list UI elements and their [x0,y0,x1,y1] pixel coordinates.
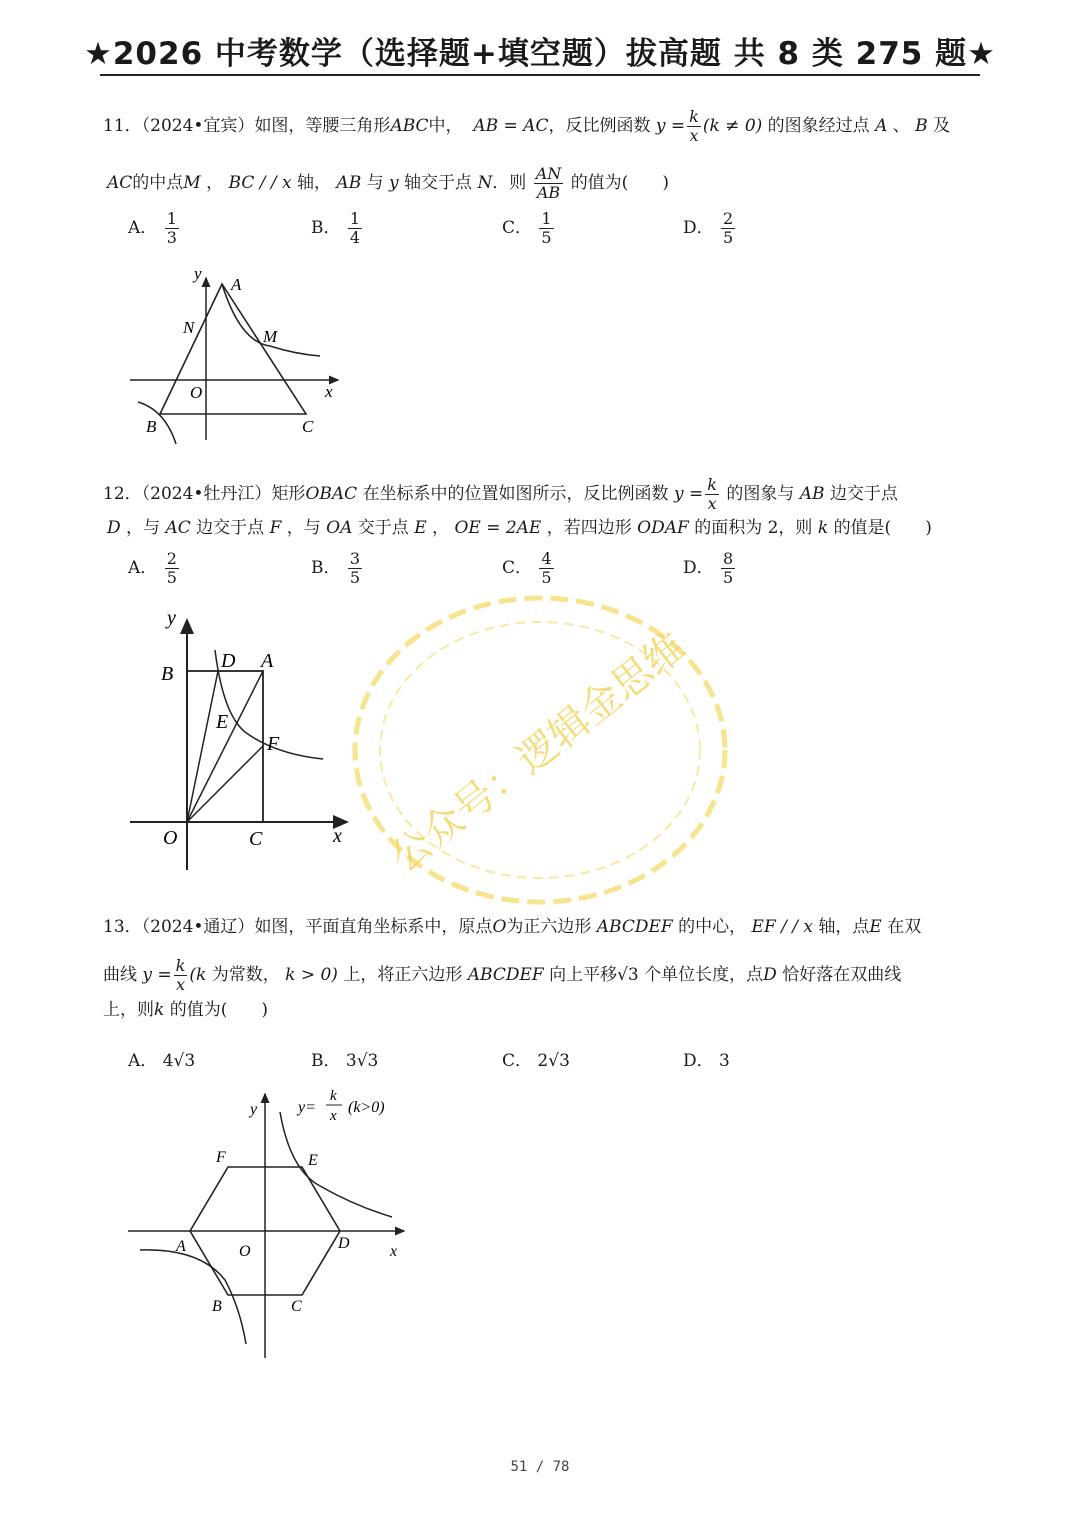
q12-option-a[interactable]: A． $\frac{2}{5}$ [128,549,177,587]
q13-curve-left [140,1250,246,1344]
q12-line-oa [187,671,263,822]
q12-line2: D ，与 AC 边交于点 F ，与 OA 交于点 E ， OE = 2AE ，若四边形 ODAF 的面积为 2，则 k 的值是( ) [107,518,932,538]
q13-curve-label-k: k [330,1088,337,1104]
q12-label-c: C [249,828,263,850]
q13-label-e: E [308,1152,318,1169]
q13-curve-right [280,1112,392,1217]
q13-line1: 13．（2024•通辽）如图，平面直角坐标系中，原点O为正六边形 ABCDEF 的中心， EF / / x 轴，点E 在双 [103,917,922,937]
q11-triangle [160,284,306,414]
q12-label-a: A [261,650,274,672]
q13-label-f: F [216,1149,226,1166]
q13-curve-label-y: y= [298,1099,316,1116]
q11-option-a[interactable]: A． $\frac{1}{3}$ [128,209,177,247]
q11-figure [120,262,350,450]
q12-label-b: B [161,663,174,685]
page-header-title: ★2026 中考数学（选择题+填空题）拔高题 共 8 类 275 题★ [84,36,996,72]
page-number: 51 / 78 [510,1459,570,1475]
q11-label-n: N [183,318,195,337]
q13-line2: 曲线 y = $\frac{k}{x}$ (k 为常数， k > 0) 上，将正六边形 ABCDEF 向上平移√3 个单位长度，点D 恰好落在双曲线 [103,956,902,994]
q12-label-e: E [216,711,229,733]
q13-label-b: B [212,1298,222,1315]
q11-label-c: C [302,417,314,436]
q12-option-c[interactable]: C． $\frac{4}{5}$ [502,549,552,587]
q13-line3: 上，则k 的值为( ) [103,1000,268,1020]
q13-label-c: C [291,1298,302,1315]
q13-option-b[interactable]: B． 3√3 [311,1051,379,1071]
q11-label-y: y [194,264,202,283]
q12-label-origin: O [163,827,178,849]
q13-label-a: A [176,1238,186,1255]
q13-label-x: x [390,1243,398,1260]
q11-line2: AC的中点M ， BC / / x 轴， AB 与 y 轴交于点 N．则 $\frac{AN}{AB}$ 的值为( ) [107,164,669,202]
q12-label-y: y [167,607,176,629]
q11-label-origin: O [190,383,203,402]
q13-curve-label-cond: (k>0) [348,1099,385,1116]
q12-line1: 12．（2024•牡丹江）矩形OBAC 在坐标系中的位置如图所示，反比例函数 y = $\frac{k}{x}$ 的图象与 AB 边交于点 [103,475,898,513]
q11-label-x: x [325,382,333,401]
header-divider [100,74,980,76]
q12-label-x: x [333,825,342,847]
q12-option-d[interactable]: D． $\frac{8}{5}$ [683,549,734,587]
q11-label-b: B [146,417,157,436]
q13-label-y: y [250,1101,258,1118]
watermark-text: 公众号：逻辑金思维 [382,623,695,882]
q11-option-d[interactable]: D． $\frac{2}{5}$ [683,209,734,247]
q13-option-a[interactable]: A． 4√3 [128,1051,196,1071]
q13-label-d: D [338,1235,350,1252]
watermark-stamp [340,590,740,910]
q12-line-of [187,746,263,822]
q13-label-origin: O [239,1243,251,1260]
q12-label-d: D [221,650,236,672]
q12-option-b[interactable]: B． $\frac{3}{5}$ [311,549,361,587]
q11-curve-left [138,402,176,444]
q12-line-od [187,671,218,822]
q12-label-f: F [267,733,280,755]
q11-option-c[interactable]: C． $\frac{1}{5}$ [502,209,552,247]
q11-line1: 11．（2024•宜宾）如图，等腰三角形ABC中， AB = AC，反比例函数 y = $\frac{k}{x}$ (k ≠ 0) 的图象经过点 A 、 B 及 [103,107,951,145]
q11-label-a: A [231,275,242,294]
q11-label-m: M [263,327,278,346]
q13-curve-label-x: x [330,1108,337,1124]
q13-figure [120,1082,420,1364]
q12-figure [125,602,365,872]
q13-option-c[interactable]: C． 2√3 [502,1051,570,1071]
q13-option-d[interactable]: D． 3 [683,1051,730,1071]
q11-option-b[interactable]: B． $\frac{1}{4}$ [311,209,361,247]
